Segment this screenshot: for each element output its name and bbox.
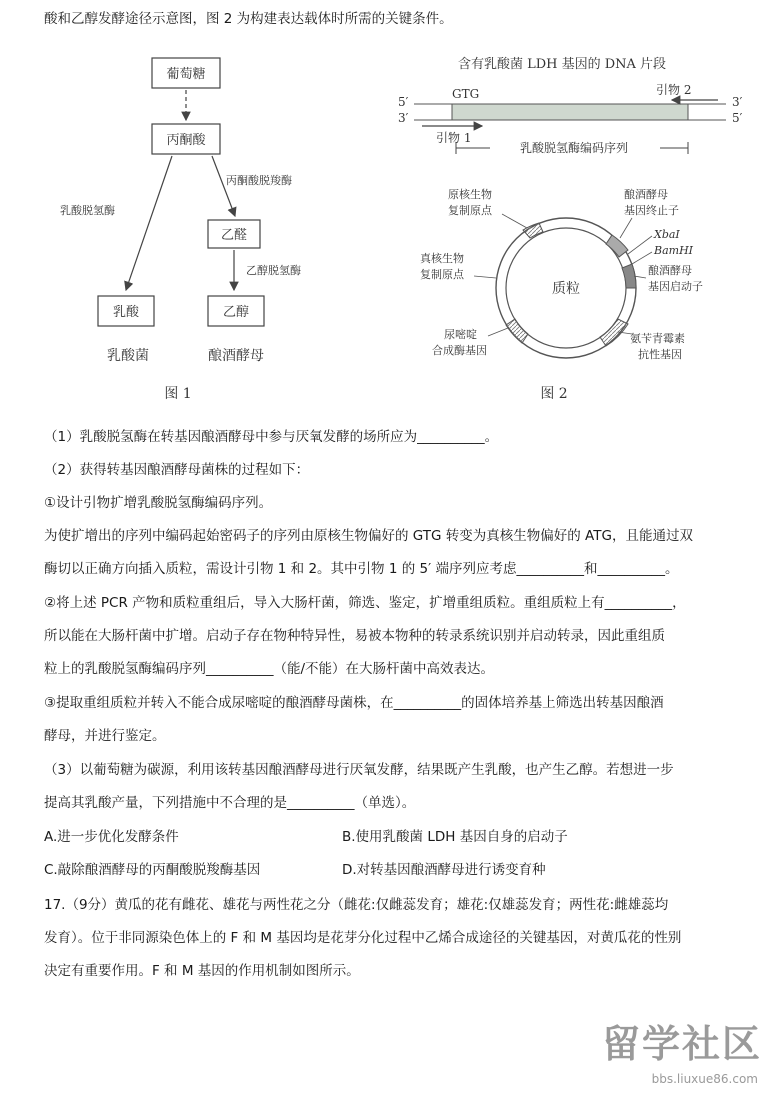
option-d: D.对转基因酿酒酵母进行诱变育种 bbox=[342, 862, 546, 878]
pyruvate-label: 丙酮酸 bbox=[166, 133, 206, 148]
adh-label: 乙醇脱氢酶 bbox=[246, 264, 301, 277]
amp-line1: 氨苄青霉素 bbox=[630, 332, 685, 345]
lactate-label: 乳酸 bbox=[112, 305, 140, 320]
acetaldehyde-label: 乙醛 bbox=[220, 228, 248, 243]
step-2-c: 粒上的乳酸脱氢酶编码序列__________（能/不能）在大肠杆菌中高效表达。 bbox=[44, 661, 495, 677]
glucose-label: 葡萄糖 bbox=[166, 67, 206, 82]
euk-ori-line2: 复制原点 bbox=[420, 268, 464, 281]
option-c: C.敲除酿酒酵母的丙酮酸脱羧酶基因 bbox=[44, 862, 261, 878]
org2-label: 酿酒酵母 bbox=[208, 348, 264, 364]
ldh-arrow bbox=[126, 156, 172, 290]
three-prime-right: 3′ bbox=[732, 95, 743, 109]
step-2-b: 所以能在大肠杆菌中扩增。启动子存在物种特异性，易被本物种的转录系统识别并启动转录，因此重组质 bbox=[44, 628, 665, 644]
figure-2-diagram bbox=[392, 38, 762, 418]
ldh-label: 乳酸脱氢酶 bbox=[60, 204, 115, 217]
pdc-label: 丙酮酸脱羧酶 bbox=[226, 174, 292, 187]
intro-text: 酸和乙醇发酵途径示意图，图 2 为构建表达载体时所需的关键条件。 bbox=[44, 11, 453, 27]
step-2-a: ②将上述 PCR 产物和质粒重组后，导入大肠杆菌，筛选、鉴定，扩增重组质粒。重组质粒上有__________， bbox=[44, 595, 686, 611]
uracil-line1: 尿嘧啶 bbox=[444, 328, 477, 341]
option-a: A.进一步优化发酵条件 bbox=[44, 829, 179, 845]
question-1: （1）乳酸脱氢酶在转基因酿酒酵母中参与厌氧发酵的场所应为__________。 bbox=[44, 429, 499, 445]
dna-fragment-title: 含有乳酸菌 LDH 基因的 DNA 片段 bbox=[457, 57, 667, 72]
figure2-caption: 图 2 bbox=[540, 386, 568, 402]
bamhi-label: BamHI bbox=[654, 244, 694, 257]
prok-ori-segment bbox=[523, 223, 543, 238]
step-1: ①设计引物扩增乳酸脱氢酶编码序列。 bbox=[44, 495, 273, 511]
figure-1-diagram bbox=[40, 38, 340, 418]
yeast-term-line1: 酿酒酵母 bbox=[624, 188, 668, 201]
amp-line2: 抗性基因 bbox=[638, 348, 682, 361]
euk-ori-leader bbox=[474, 276, 496, 278]
primer1-label: 引物 1 bbox=[436, 131, 472, 145]
coding-sequence-label: 乳酸脱氢酶编码序列 bbox=[519, 141, 629, 155]
step-1-detail-b: 酶切以正确方向插入质粒，需设计引物 1 和 2。其中引物 1 的 5′ 端序列应考虑__________和__________。 bbox=[44, 561, 679, 577]
figure1-caption: 图 1 bbox=[164, 386, 192, 402]
five-prime-right: 5′ bbox=[732, 111, 743, 125]
option-b: B.使用乳酸菌 LDH 基因自身的启动子 bbox=[342, 829, 568, 845]
prok-ori-line2: 复制原点 bbox=[448, 204, 492, 217]
watermark-url: bbs.liuxue86.com bbox=[651, 1072, 758, 1086]
xbai-leader bbox=[628, 236, 652, 254]
xbai-label: XbaI bbox=[654, 228, 680, 241]
question-3-a: （3）以葡萄糖为碳源，利用该转基因酿酒酵母进行厌氧发酵，结果既产生乳酸，也产生乙醇。若想进一步 bbox=[44, 762, 674, 778]
watermark-title: 留学社区 bbox=[601, 1022, 762, 1066]
primer2-label: 引物 2 bbox=[656, 83, 692, 97]
step-3-a: ③提取重组质粒并转入不能合成尿嘧啶的酿酒酵母菌株，在__________的固体培养基上筛选出转基因酿酒 bbox=[44, 695, 664, 711]
bamhi-leader bbox=[632, 252, 652, 264]
ethanol-label: 乙醇 bbox=[222, 305, 250, 320]
uracil-leader bbox=[488, 328, 508, 336]
org1-label: 乳酸菌 bbox=[107, 348, 149, 364]
prom-segment bbox=[622, 264, 636, 288]
yeast-prom-line2: 基因启动子 bbox=[648, 280, 703, 293]
question-17-b: 发育）。位于非同源染色体上的 F 和 M 基因均是花芽分化过程中乙烯合成途径的关键基因，对黄瓜花的性别 bbox=[44, 930, 682, 946]
five-prime-left: 5′ bbox=[398, 95, 409, 109]
question-3-b: 提高其乳酸产量，下列措施中不合理的是__________（单选）。 bbox=[44, 795, 416, 811]
question-17-c: 决定有重要作用。F 和 M 基因的作用机制如图所示。 bbox=[44, 963, 360, 979]
term-segment bbox=[606, 235, 628, 257]
step-3-b: 酵母，并进行鉴定。 bbox=[44, 728, 166, 744]
prok-ori-line1: 原核生物 bbox=[448, 188, 492, 201]
prok-ori-leader bbox=[502, 214, 527, 228]
ldh-coding-region bbox=[452, 104, 688, 120]
uracil-segment bbox=[506, 319, 528, 343]
three-prime-left: 3′ bbox=[398, 111, 409, 125]
yeast-term-leader bbox=[620, 218, 632, 238]
euk-ori-line1: 真核生物 bbox=[420, 252, 464, 265]
yeast-term-line2: 基因终止子 bbox=[624, 204, 679, 217]
uracil-line2: 合成酶基因 bbox=[432, 344, 487, 357]
gtg-label: GTG bbox=[452, 87, 480, 101]
plasmid-label: 质粒 bbox=[552, 281, 580, 297]
question-2-heading: （2）获得转基因酿酒酵母菌株的过程如下： bbox=[44, 462, 310, 478]
step-1-detail-a: 为使扩增出的序列中编码起始密码子的序列由原核生物偏好的 GTG 转变为真核生物偏好的 ATG，且能通过双 bbox=[44, 528, 693, 544]
question-17-a: 17.（9分）黄瓜的花有雌花、雄花与两性花之分（雌花:仅雌蕊发育；雄花:仅雄蕊发育；两性花:雌雄蕊均 bbox=[44, 897, 669, 913]
yeast-prom-line1: 酿酒酵母 bbox=[648, 264, 692, 277]
